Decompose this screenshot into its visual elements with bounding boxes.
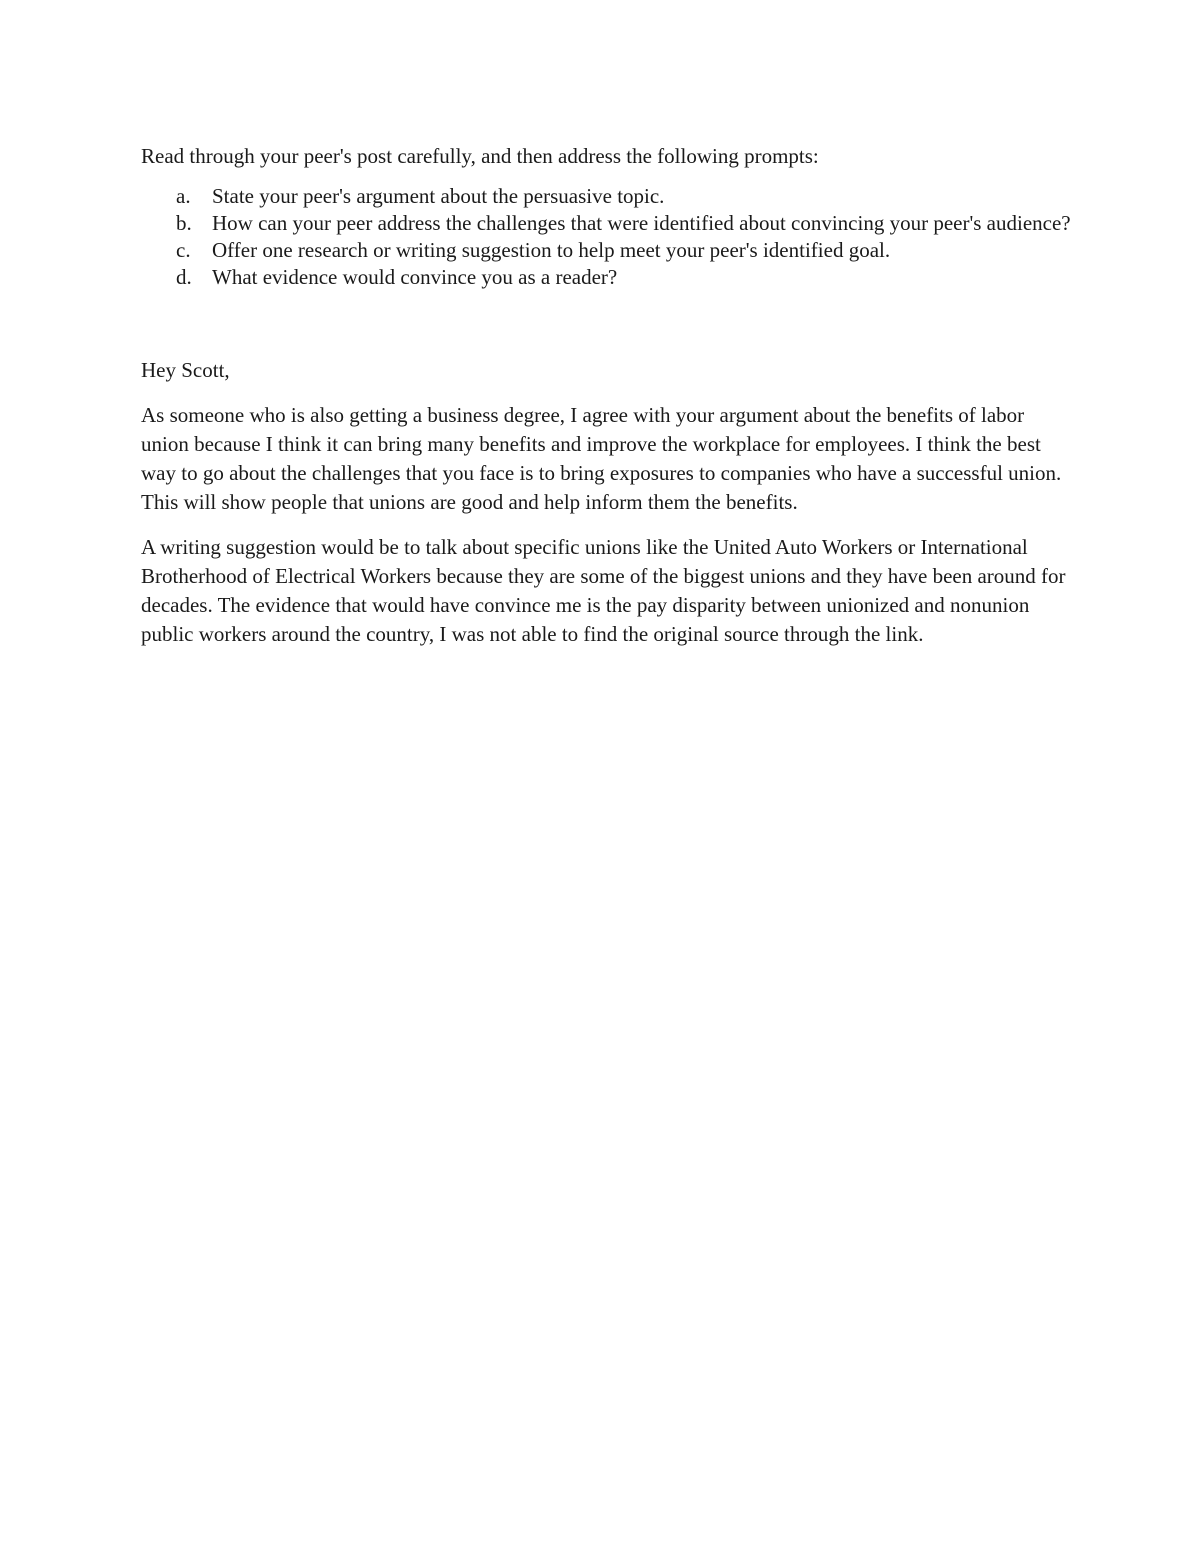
prompt-marker: c.	[176, 238, 191, 262]
prompt-marker: d.	[176, 265, 192, 289]
prompt-item-b	[141, 210, 1071, 237]
prompt-text: Offer one research or writing suggestion to help meet your peer's identified goal.	[212, 238, 891, 262]
prompt-marker: b.	[176, 211, 192, 235]
prompt-item-a	[141, 183, 1071, 210]
document-body	[141, 142, 1071, 665]
prompt-marker: a.	[176, 184, 191, 208]
prompt-text: How can your peer address the challenges that were identified about convincing your peer's audience?	[212, 211, 1071, 235]
prompt-text: State your peer's argument about the persuasive topic.	[212, 184, 665, 208]
instructions-intro: Read through your peer's post carefully, and then address the following prompts:	[141, 144, 819, 168]
prompt-item-d	[141, 264, 1071, 291]
greeting: Hey Scott,	[141, 358, 230, 382]
response-paragraph-2: A writing suggestion would be to talk about specific unions like the United Auto Workers or International Brotherhood of Electrical Workers because they are some of the biggest unions and they have been around for decades. The evidence that would have convince me is the pay disparity between unionized and nonunion public workers around the country, I was not able to find the original source through the link.	[141, 535, 1066, 646]
response-paragraph-1: As someone who is also getting a business degree, I agree with your argument about the benefits of labor union because I think it can bring many benefits and improve the workplace for employees. I think the best way to go about the challenges that you face is to bring exposures to companies who have a successful union. This will show people that unions are good and help inform them the benefits.	[141, 403, 1062, 514]
prompt-text: What evidence would convince you as a reader?	[212, 265, 618, 289]
prompt-item-c	[141, 237, 1071, 264]
prompt-list	[141, 183, 1071, 291]
